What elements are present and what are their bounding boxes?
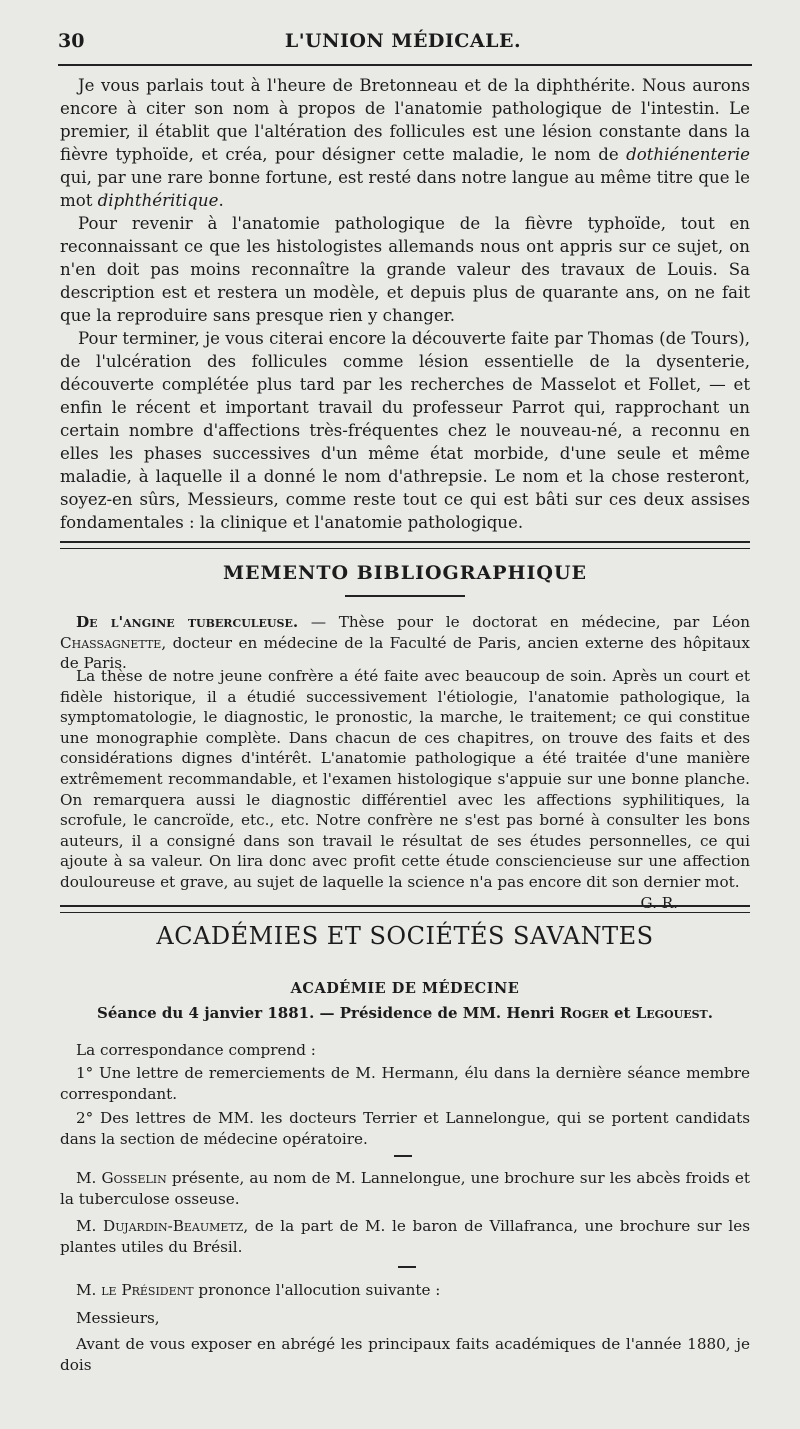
correspondance-intro: La correspondance comprend :	[76, 1041, 316, 1059]
lecture-conclusion	[60, 74, 750, 534]
running-head	[58, 30, 748, 58]
session-line: Séance du 4 janvier 1881. — Présidence de MM. Henri Roger et Legouest.	[97, 1004, 713, 1022]
page-number: 30	[58, 30, 85, 52]
correspondance-item-2: 2° Des lettres de MM. les docteurs Terrier et Lannelongue, qui se portent candidats dans la section de médecine opératoire.	[60, 1109, 750, 1148]
term-dothienenterie: dothiénenterie	[626, 145, 750, 164]
allocution-opening: Messieurs,	[76, 1309, 160, 1327]
paragraph-bretonneau: Je vous parlais tout à l'heure de Bretonneau et de la diphthérite. Nous aurons encore à citer son nom à propos de l'anatomie pathologique de l'intestin. Le premier, il établit que l'altération des follicules est une lésion constante dans la fièvre typhoïde, et créa, pour désigner cette maladie, le nom de dothiénenterie qui, par une rare bonne fortune, est resté dans notre langue au même titre que le mot diphthéritique.	[60, 76, 750, 210]
review-signature: G. R.	[640, 893, 678, 912]
memento-underline	[345, 595, 465, 597]
separator-dash	[398, 1266, 416, 1268]
gosselin-paragraph: M. Gosselin présente, au nom de M. Lannelongue, une brochure sur les abcès froids et la tuberculose osseuse.	[60, 1169, 750, 1208]
memento-heading: MEMENTO BIBLIOGRAPHIQUE	[223, 562, 587, 584]
president-paragraph: M. le Président prononce l'allocution suivante :	[76, 1281, 441, 1299]
academie-subheading: ACADÉMIE DE MÉDECINE	[290, 980, 520, 997]
section-rule-2	[60, 905, 750, 913]
dujardin-paragraph: M. Dujardin-Beaumetz, de la part de M. le baron de Villafranca, une brochure sur les plantes utiles du Brésil.	[60, 1217, 750, 1256]
term-diphtheritique: diphthéritique	[97, 191, 219, 210]
paragraph-parrot: Pour terminer, je vous citerai encore la découverte faite par Thomas (de Tours), de l'ulcération des follicules comme lésion essentielle de la dysenterie, découverte complétée plus tard par les recherches de Masselot et Follet, — et enfin le récent et important travail du professeur Parrot qui, rapprochant un certain nombre d'affections très-fréquentes chez le nouveau-né, a reconnu en elles les phases successives d'un même état morbide, d'une seule et même maladie, à laquelle il a donné le nom d'athrepsie. Le nom et la chose resteront, soyez-en sûrs, Messieurs, comme reste tout ce qui est bâti sur ces deux assises fondamentales : la clinique et l'anatomie pathologique.	[60, 329, 751, 532]
journal-title: L'UNION MÉDICALE.	[284, 30, 522, 52]
allocution-first-line: Avant de vous exposer en abrégé les principaux faits académiques de l'année 1880, je dois	[60, 1335, 750, 1374]
paragraph-louis: Pour revenir à l'anatomie pathologique de la fièvre typhoïde, tout en reconnaissant ce que les histologistes allemands nous ont appris sur ce sujet, on n'en doit pas moins reconnaître la grande valeur des travaux de Louis. Sa description est et restera un modèle, et depuis plus de quarante ans, on ne fait que la reproduire sans presque rien y changer.	[60, 214, 750, 325]
speaker-name: le Président	[101, 1281, 194, 1299]
section-rule	[60, 541, 750, 549]
book-entry: De l'angine tuberculeuse. — Thèse pour le doctorat en médecine, par Léon Chassagnette, docteur en médecine de la Faculté de Paris, ancien externe des hôpitaux de Paris.	[60, 613, 750, 673]
speaker-name: Gosselin	[101, 1169, 167, 1187]
header-rule	[58, 64, 752, 66]
book-review: La thèse de notre jeune confrère a été faite avec beaucoup de soin. Après un court et fidèle historique, il a étudié successivement l'étiologie, l'anatomie pathologique, la symptomatologie, le diagnostic, le pronostic, la marche, le traitement; ce qui constitue une monographie complète. Dans chacun de ces chapitres, on trouve des faits et des considérations dignes d'intérêt. L'anatomie pathologique a été traitée d'une manière extrêmement recommandable, et l'examen histologique s'appuie sur une bonne planche. On remarquera aussi le diagnostic différentiel avec les affections syphilitiques, la scrofule, le cancroïde, etc., etc. Notre confrère ne s'est pas borné à consulter les bons auteurs, il a consigné dans son travail le résultat de ses études personnelles, ce qui ajoute à sa valeur. On lira donc avec profit cette étude consciencieuse sur une affection douloureuse et grave, au sujet de laquelle la science n'a pas encore dit son dernier mot. G. R.	[60, 667, 750, 912]
book-title: De l'angine tuberculeuse.	[76, 613, 299, 631]
book-author: Chassagnette	[60, 633, 162, 652]
correspondance-item-1: 1° Une lettre de remerciements de M. Hermann, élu dans la dernière séance membre correspondant.	[60, 1064, 750, 1103]
correspondance-list	[60, 1063, 750, 1149]
speaker-name: Dujardin-Beaumetz	[103, 1217, 244, 1235]
academies-heading: ACADÉMIES ET SOCIÉTÉS SAVANTES	[156, 922, 654, 950]
separator-dash	[394, 1155, 412, 1157]
